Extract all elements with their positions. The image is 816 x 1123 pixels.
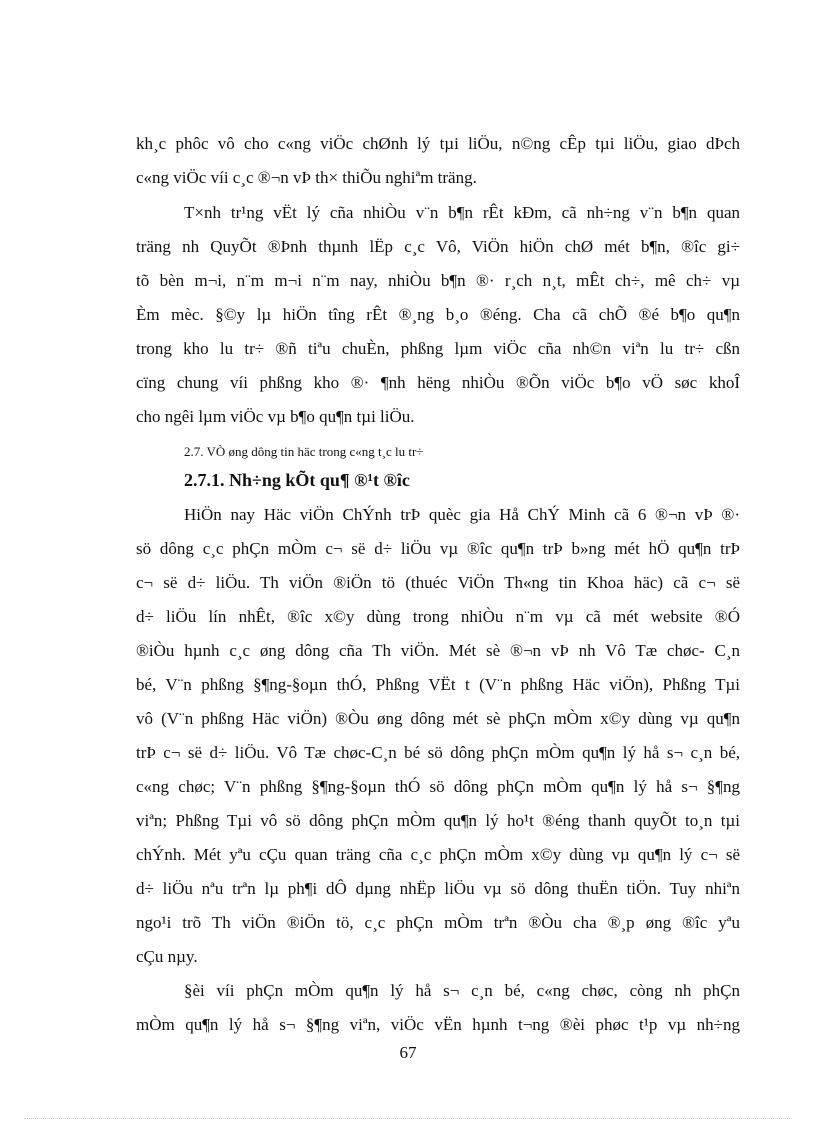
- body-text-line: bé, V¨n phßng §¶ng-§oµn thÓ, Phßng VËt t (V¨n phßng Häc viÖn), Phßng Tµi: [136, 675, 740, 694]
- body-text-line: c«ng chøc; V¨n phßng §¶ng-§oµn thÓ sö dông phÇn mÒm qu¶n lý hå s¬ §¶ng: [136, 777, 740, 796]
- body-text-line: d÷ liÖu nªu trªn lµ ph¶i dÔ dµng nhËp liÖu vµ sö dông thuËn tiÖn. Tuy nhiªn: [136, 879, 740, 898]
- body-text-line: vô (V¨n phßng Häc viÖn) ®Òu øng dông mét sè phÇn mÒm x©y dùng vµ qu¶n: [136, 709, 740, 728]
- subsection-heading: 2.7.1. Nh÷ng kÕt qu¶ ®¹t ®îc: [184, 470, 410, 490]
- body-text-line: tõ bèn m¬i, n¨m m¬i n¨m nay, nhiÒu b¶n ®· r¸ch n¸t, mÊt ch÷, mê ch÷ vµ: [136, 271, 740, 290]
- page-number: 67: [399, 1043, 417, 1062]
- body-text-line: cïng chung víi phßng kho ®· ¶nh hëng nhiÒu ®Õn viÖc b¶o vÖ søc khoÎ: [136, 373, 740, 392]
- body-text-line: viªn; Phßng Tµi vô sö dông phÇn mÒm qu¶n lý ho¹t ®éng thanh quyÕt to¸n tµi: [136, 811, 740, 830]
- body-text-line: sö dông c¸c phÇn mÒm c¬ së d÷ liÖu vµ ®îc qu¶n trÞ b»ng mét hÖ qu¶n trÞ: [136, 539, 740, 558]
- body-text-line: trong kho lu tr÷ ®ñ tiªu chuÈn, phßng lµm viÖc cña nh©n viªn lu tr÷ cßn: [136, 339, 740, 358]
- body-text-line: c¬ së d÷ liÖu. Th viÖn ®iÖn tö (thuéc ViÖn Th«ng tin Khoa häc) cã c¬ së: [136, 573, 740, 592]
- body-text-line: träng nh QuyÕt ®Þnh thµnh lËp c¸c Vô, ViÖn hiÖn chØ mét b¶n, ®îc gi÷: [136, 237, 740, 256]
- body-text-line: c«ng viÖc víi c¸c ®¬n vÞ th× thiÕu nghiªm träng.: [136, 168, 477, 187]
- body-text-line: cÇu nµy.: [136, 947, 198, 966]
- body-text-line: d÷ liÖu lín nhÊt, ®îc x©y dùng trong nhiÒu n¨m vµ cã mét website ®Ó: [136, 607, 740, 626]
- body-text-line: T×nh tr¹ng vËt lý cña nhiÒu v¨n b¶n rÊt kÐm, cã nh÷ng v¨n b¶n quan: [184, 203, 740, 222]
- body-text-line: HiÖn nay Häc viÖn ChÝnh trÞ quèc gia Hå ChÝ Minh cã 6 ®¬n vÞ ®·: [184, 505, 740, 524]
- body-text-line: kh¸c phôc vô cho c«ng viÖc chØnh lý tµi liÖu, n©ng cÊp tµi liÖu, giao dÞch: [136, 134, 740, 153]
- body-text-line: Èm mèc. §©y lµ hiÖn tîng rÊt ®¸ng b¸o ®éng. Cha cã chÕ ®é b¶o qu¶n: [136, 305, 740, 324]
- body-text-line: ngo¹i trõ Th viÖn ®iÖn tö, c¸c phÇn mÒm trªn ®Òu cha ®¸p øng ®îc yªu: [136, 913, 740, 932]
- body-text-line: mÒm qu¶n lý hå s¬ §¶ng viªn, viÖc vËn hµnh t¬ng ®èi phøc t¹p vµ nh÷ng: [136, 1015, 740, 1034]
- body-text-line: chÝnh. Mét yªu cÇu quan träng cña c¸c phÇn mÒm x©y dùng vµ qu¶n lý c¬ së: [136, 845, 740, 864]
- page-bottom-divider: [24, 1118, 792, 1119]
- section-heading: 2.7. VÒ øng dông tin häc trong c«ng t¸c lu tr÷: [184, 444, 424, 459]
- body-text-line: ®iÒu hµnh c¸c øng dông cña Th viÖn. Mét sè ®¬n vÞ nh Vô Tæ chøc- C¸n: [136, 641, 740, 660]
- body-text-line: cho ngêi lµm viÖc vµ b¶o qu¶n tµi liÖu.: [136, 407, 415, 426]
- body-text-line: trÞ c¬ së d÷ liÖu. Vô Tæ chøc-C¸n bé sö dông phÇn mÒm qu¶n lý hå s¬ c¸n bé,: [136, 743, 740, 762]
- body-text-line: §èi víi phÇn mÒm qu¶n lý hå s¬ c¸n bé, c«ng chøc, còng nh phÇn: [184, 981, 740, 1000]
